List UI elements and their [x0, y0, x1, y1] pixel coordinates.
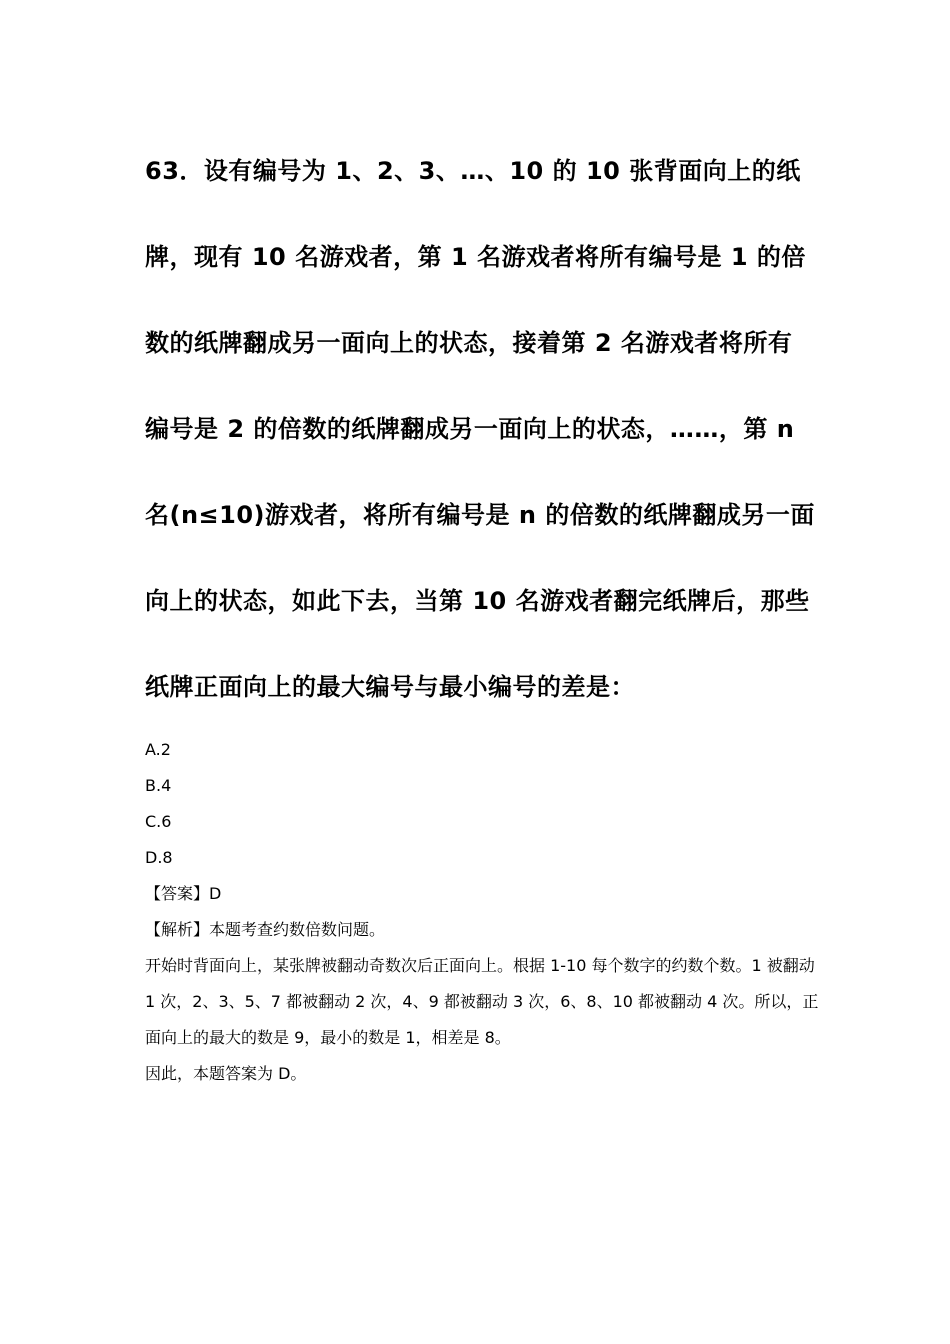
answer-section [145, 876, 820, 1092]
answer-line: 【答案】D [145, 884, 222, 903]
option-c: C.6 [145, 812, 172, 831]
analysis-heading: 【解析】本题考查约数倍数问题。 [145, 920, 386, 939]
option-a: A.2 [145, 740, 171, 759]
analysis-conclusion: 因此，本题答案为 D。 [145, 1064, 307, 1083]
option-b: B.4 [145, 776, 172, 795]
question-text: 63．设有编号为 1、2、3、…、10 的 10 张背面向上的纸牌，现有 10 名游戏者，第 1 名游戏者将所有编号是 1 的倍数的纸牌翻成另一面向上的状态，接着第 2 名游戏者将所有编号是 2 的倍数的纸牌翻成另一面向上的状态，……，第 n 名(n≤10)游戏者，将所有编号是 n 的倍数的纸牌翻成另一面向上的状态，如此下去，当第 10 名游戏者翻完纸牌后，那些纸牌正面向上的最大编号与最小编号的差是： [145, 157, 815, 701]
option-d: D.8 [145, 848, 173, 867]
analysis-body: 开始时背面向上，某张牌被翻动奇数次后正面向上。根据 1-10 每个数字的约数个数。1 被翻动 1 次，2、3、5、7 都被翻动 2 次，4、9 都被翻动 3 次，6、8、10 都被翻动 4 次。所以，正面向上的最大的数是 9，最小的数是 1，相差是 8。 [145, 956, 819, 1047]
answer-options [145, 732, 815, 876]
